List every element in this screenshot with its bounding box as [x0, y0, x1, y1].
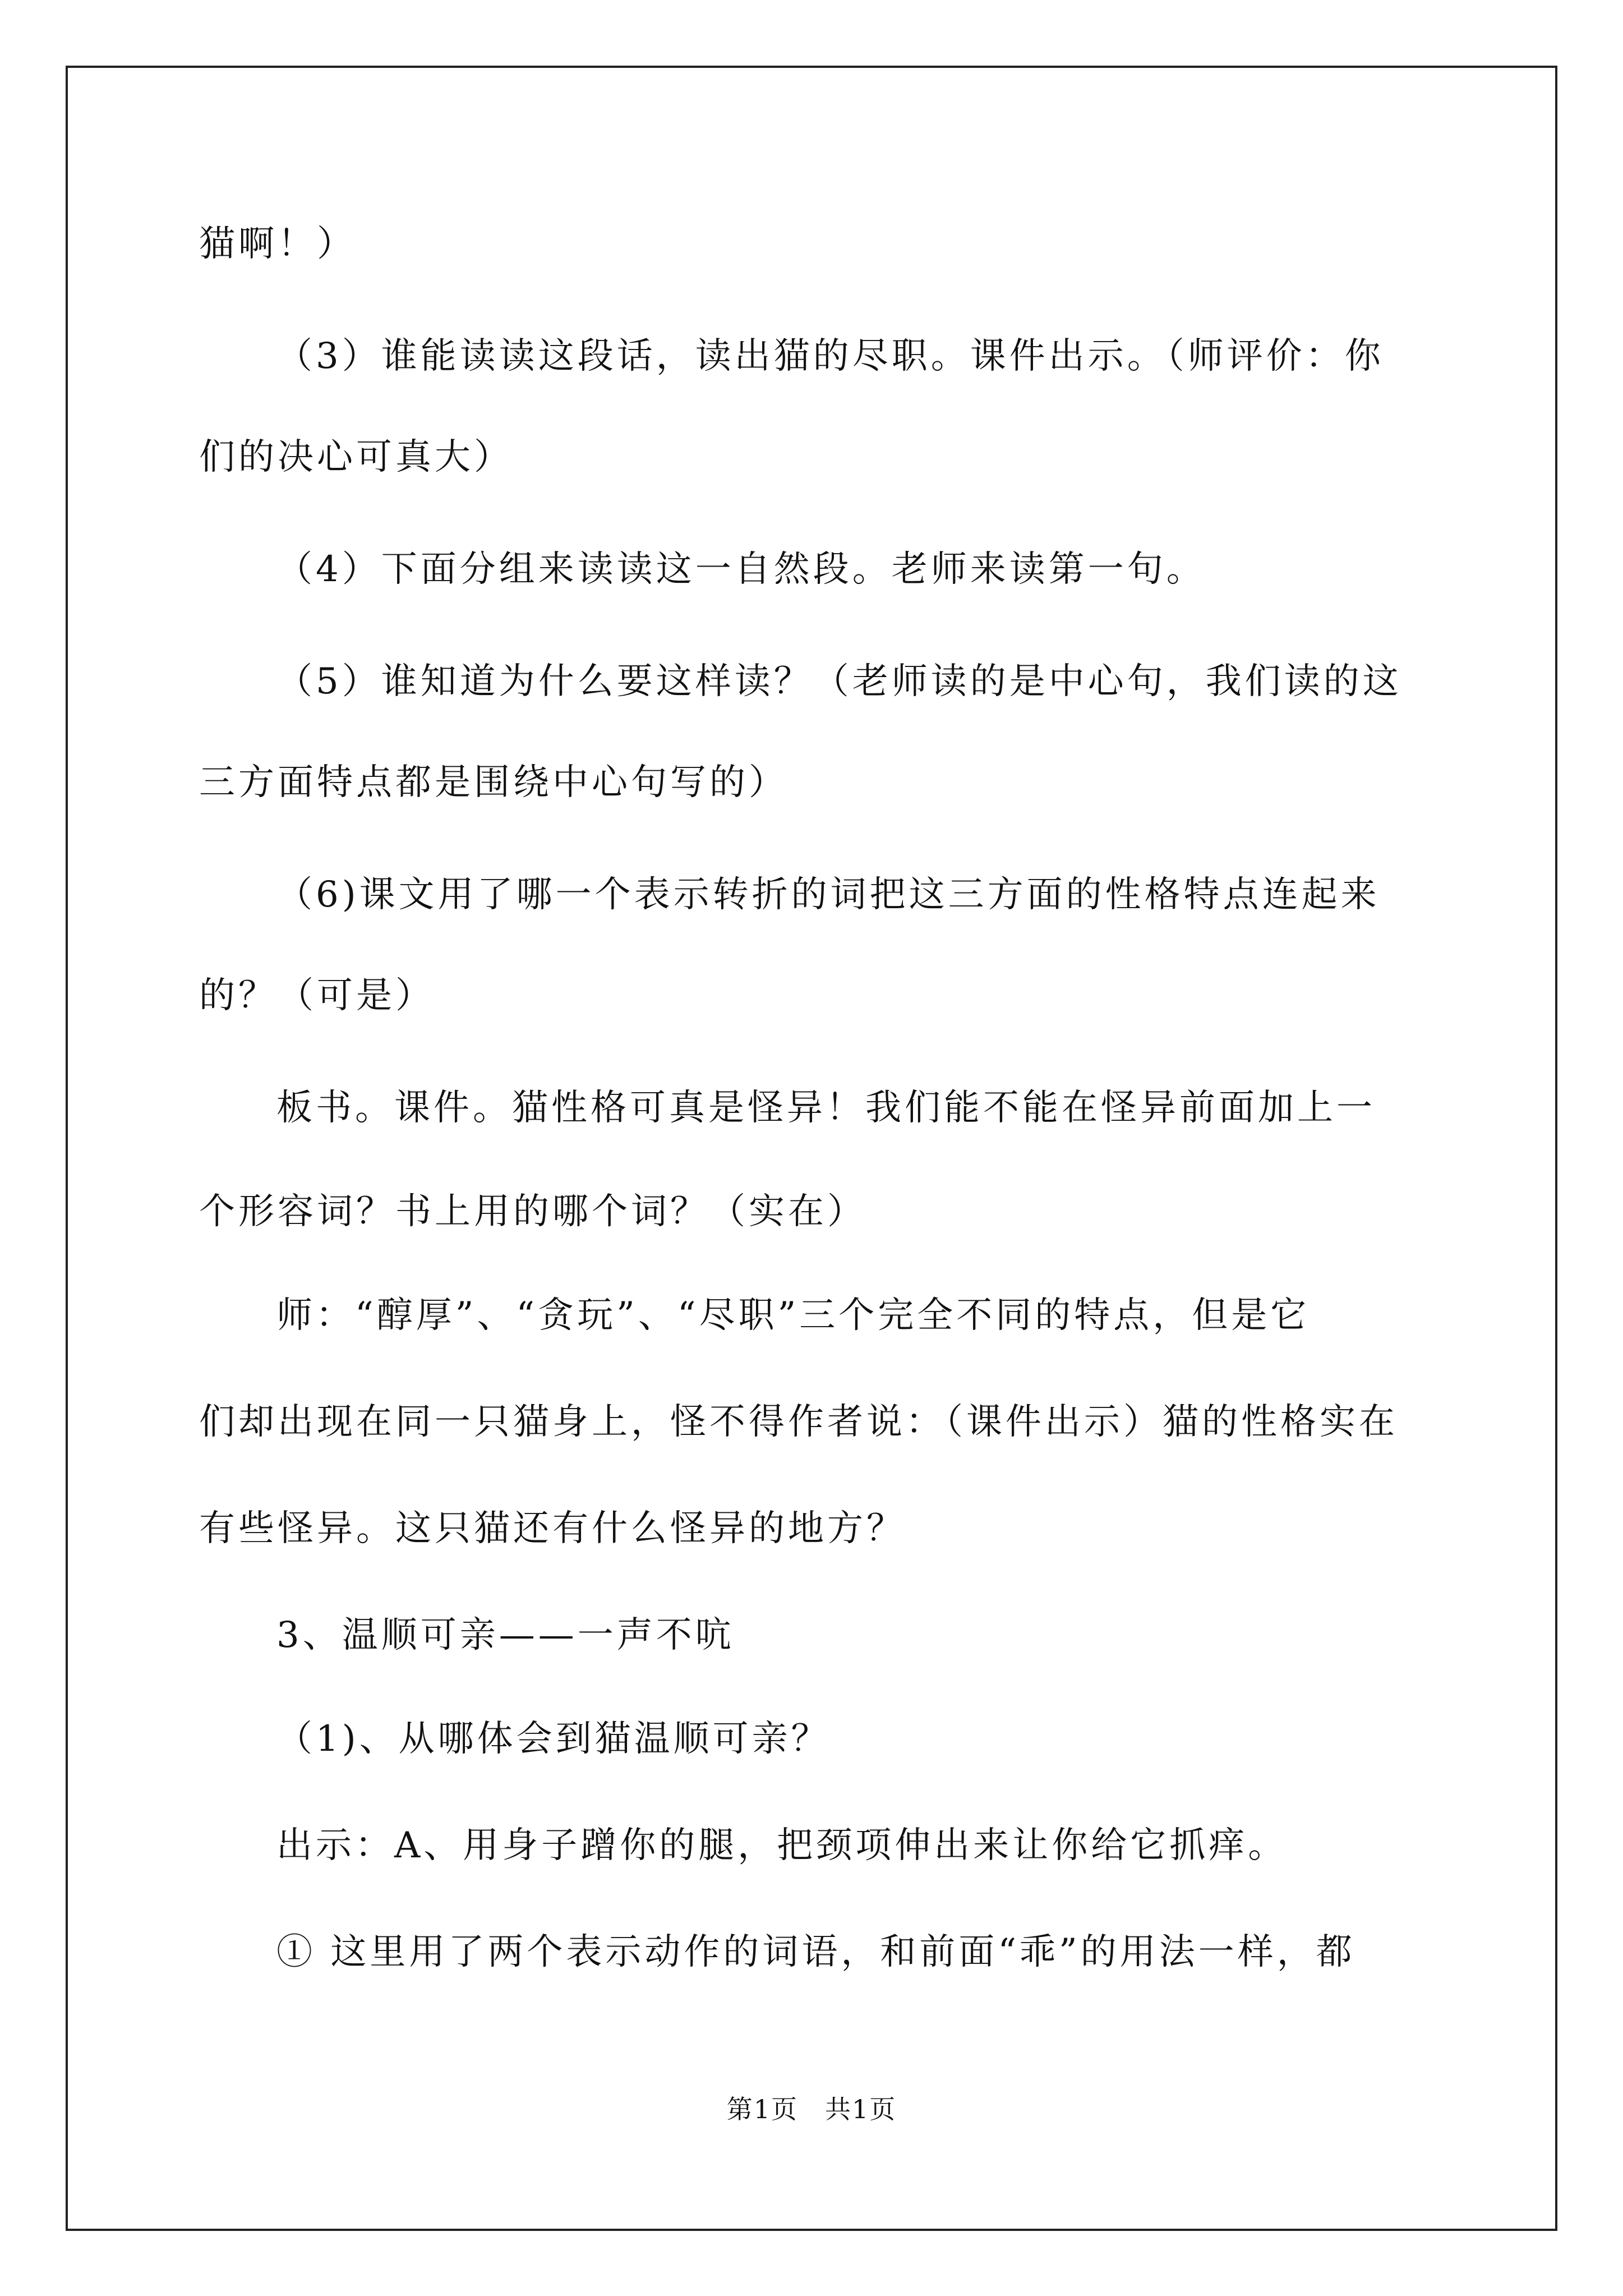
- text-line-11: 师：“醇厚”、“贪玩”、“尽职”三个完全不同的特点，但是它: [276, 1295, 1310, 1336]
- text-line-12: 们却出现在同一只猫身上，怪不得作者说：（课件出示）猫的性格实在: [199, 1401, 1398, 1443]
- text-line-14: 3、温顺可亲——一声不吭: [276, 1614, 735, 1656]
- text-line-4: （4）下面分组来读读这一自然段。老师来读第一句。: [276, 549, 1206, 590]
- text-line-5: （5）谁知道为什么要这样读？（老师读的是中心句，我们读的这: [276, 661, 1402, 702]
- text-line-7: （6)课文用了哪一个表示转折的词把这三方面的性格特点连起来: [276, 874, 1380, 915]
- page-footer: 第1页 共1页: [726, 2094, 897, 2124]
- text-line-6: 三方面特点都是围绕中心句写的）: [199, 762, 788, 803]
- text-line-15: （1)、从哪体会到猫温顺可亲？: [276, 1718, 831, 1760]
- text-line-3: 们的决心可真大）: [199, 436, 513, 478]
- text-line-17: ① 这里用了两个表示动作的词语，和前面“乖”的用法一样，都: [276, 1931, 1355, 1973]
- text-line-13: 有些怪异。这只猫还有什么怪异的地方？: [199, 1508, 906, 1549]
- text-line-1: 猫啊！）: [199, 223, 356, 265]
- text-line-16: 出示：A、用身子蹭你的腿，把颈项伸出来让你给它抓痒。: [276, 1825, 1288, 1866]
- page-border: [66, 66, 1557, 2231]
- text-line-9: 板书。课件。猫性格可真是怪异！我们能不能在怪异前面加上一: [276, 1087, 1376, 1129]
- text-line-10: 个形容词？书上用的哪个词？（实在）: [199, 1191, 866, 1232]
- text-line-8: 的？（可是）: [199, 975, 435, 1016]
- text-line-2: （3）谁能读读这段话，读出猫的尽职。课件出示。（师评价：你: [276, 335, 1384, 377]
